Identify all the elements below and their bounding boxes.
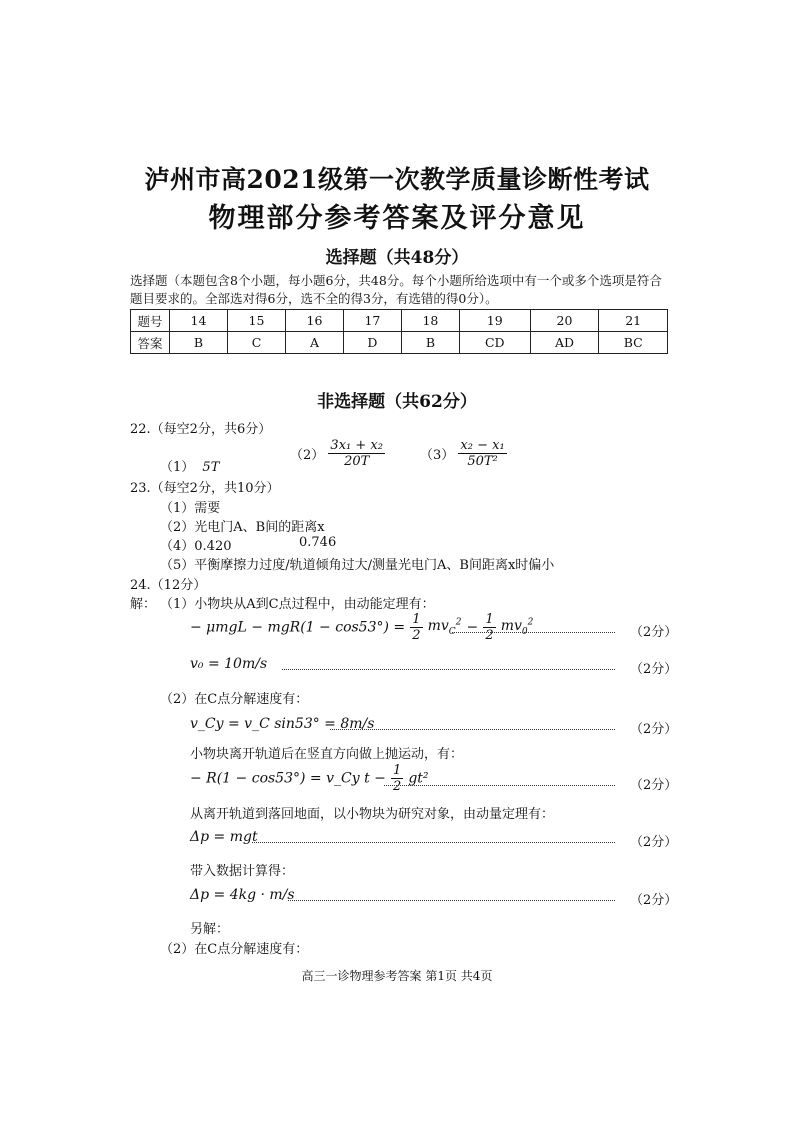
choice-heading: 选择题（共48分） (325, 248, 469, 268)
equation-left: − μmgL − mgR(1 − cos53°) = (190, 619, 406, 636)
answer-table (130, 309, 668, 354)
row-label: 题号 (131, 310, 170, 332)
choice-intro: 选择题（本题包含8个小题，每小题6分，共48分。每个小题所给选项中有一个或多个选项是符合题目要求的。全部选对得6分，选不全的得3分，有选错的得0分）。 (130, 273, 662, 306)
table-cell: B (170, 332, 228, 354)
leader-dots (282, 669, 615, 670)
q22-label-2: （2） (290, 448, 325, 463)
table-cell: 19 (459, 310, 530, 332)
leader-dots (252, 842, 615, 843)
table-cell: D (343, 332, 401, 354)
table-cell: 18 (401, 310, 459, 332)
q22-fraction-2 (328, 438, 385, 469)
equation-vcy: v_Cy = v_C sin53° = 8m/s (190, 716, 375, 732)
fraction-denominator: 50T² (467, 454, 498, 469)
equation-impulse: Δp = mgt (190, 829, 258, 845)
fraction-numerator: 1 (485, 612, 494, 627)
minus-sign: − (466, 619, 479, 636)
q22-value-1: 5T (202, 460, 220, 475)
fraction-numerator: 3x₁ + x₂ (330, 438, 383, 453)
q22-answer-2 (290, 438, 385, 469)
q24-part1-intro: （1）小物块从A到C点过程中，由动能定理有： (160, 597, 435, 612)
term-text: mv (427, 618, 449, 635)
subscript: 0 (521, 627, 528, 638)
table-cell: 21 (599, 310, 668, 332)
q22-label-3: （3） (420, 448, 455, 463)
solution-label: 解： (130, 597, 157, 612)
table-cell: A (285, 332, 343, 354)
table-cell: 20 (530, 310, 599, 332)
equation-projectile (190, 763, 429, 794)
fraction-denominator: 20T (344, 454, 370, 469)
leader-dots (384, 785, 615, 786)
answer-key-title: 物理部分参考答案及评分意见 (208, 203, 586, 234)
fraction-denominator: 2 (412, 628, 421, 643)
term-gt2: gt² (408, 770, 429, 787)
q22-answer-3 (420, 438, 507, 469)
score-badge: （2分） (630, 625, 678, 640)
score-badge: （2分） (630, 778, 678, 793)
fraction-denominator: 2 (392, 779, 402, 794)
q24-text-momentum: 从离开轨道到落回地面，以小物块为研究对象，由动量定理有： (190, 807, 555, 822)
table-cell: 16 (285, 310, 343, 332)
table-cell: 17 (343, 310, 401, 332)
q22-answer-1 (160, 456, 219, 475)
table-cell: 14 (170, 310, 228, 332)
score-badge: （2分） (630, 722, 678, 737)
q24-part2-alt: （2）在C点分解速度有： (160, 942, 309, 957)
equation-left: − R(1 − cos53°) = v_Cy t − (190, 770, 386, 787)
table-cell: AD (530, 332, 599, 354)
q24-part2-intro: （2）在C点分解速度有： (160, 692, 309, 707)
table-cell: BC (599, 332, 668, 354)
q23-line-2: （2）光电门A、B间的距离x (160, 520, 325, 535)
equation-result: Δp = 4kg · m/s (190, 887, 295, 903)
fraction-denominator: 2 (485, 628, 494, 643)
q23-line-3: （4）0.420 (160, 539, 232, 554)
fraction-numerator: 1 (392, 763, 402, 778)
score-badge: （2分） (630, 662, 678, 677)
table-cell: 15 (227, 310, 285, 332)
exam-title: 泸州市高2021级第一次教学质量诊断性考试 (144, 165, 650, 194)
table-row-numbers (131, 310, 668, 332)
table-row-answers (131, 332, 668, 354)
term-text: mv (500, 618, 522, 635)
table-cell: CD (459, 332, 530, 354)
q23-line-3-extra: 0.746 (299, 535, 337, 550)
score-badge: （2分） (630, 835, 678, 850)
half-fraction (410, 612, 422, 643)
leader-dots (452, 632, 615, 633)
score-badge: （2分） (630, 893, 678, 908)
q23-line-4: （5）平衡摩擦力过度/轨道倾角过大/测量光电门A、B间距离x时偏小 (160, 558, 555, 573)
fraction-numerator: 1 (412, 612, 421, 627)
q24-text-compute: 带入数据计算得： (190, 864, 295, 879)
row-label: 答案 (131, 332, 170, 354)
q23-line-1: （1）需要 (160, 501, 221, 516)
equation-v0: v₀ = 10m/s (190, 656, 268, 672)
q24-text-projectile: 小物块离开轨道后在竖直方向做上抛运动，有： (190, 747, 464, 762)
table-cell: B (401, 332, 459, 354)
nonchoice-heading: 非选择题（共62分） (317, 392, 477, 412)
superscript: 2 (455, 617, 462, 628)
half-fraction (483, 612, 495, 643)
leader-dots (330, 729, 615, 730)
alternative-label: 另解： (190, 922, 230, 937)
superscript: 2 (527, 617, 534, 628)
q22-fraction-3 (458, 438, 506, 469)
table-cell: C (227, 332, 285, 354)
q24-head: 24.（12分） (130, 578, 207, 593)
fraction-numerator: x₂ − x₁ (460, 438, 505, 453)
page-footer: 高三一诊物理参考答案 第1页 共4页 (301, 969, 493, 983)
leader-dots (288, 900, 615, 901)
subscript: C (448, 627, 456, 638)
q22-head: 22.（每空2分，共6分） (130, 422, 272, 437)
equation-energy (190, 612, 533, 643)
q22-label-1: （1） (160, 460, 195, 475)
half-fraction (391, 763, 403, 794)
q23-head: 23.（每空2分，共10分） (130, 481, 280, 496)
